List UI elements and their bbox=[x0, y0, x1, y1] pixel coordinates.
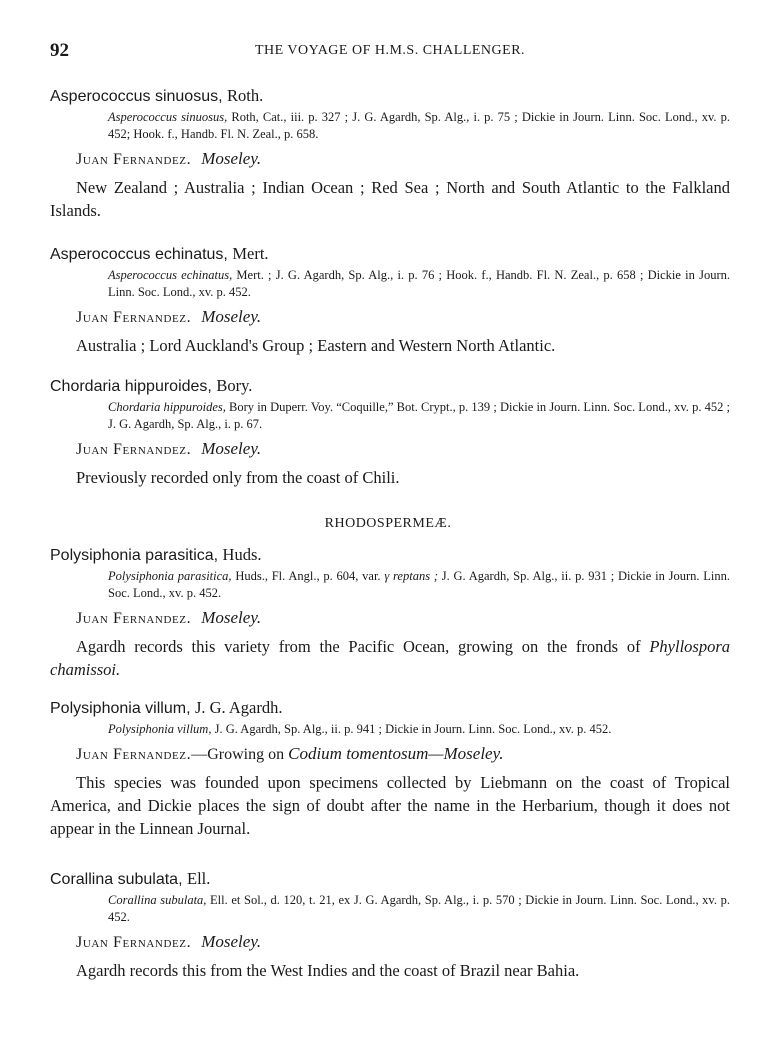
locality-line bbox=[76, 149, 730, 170]
species-name: Asperococcus sinuosus, bbox=[50, 88, 223, 105]
section-heading: RHODOSPERMEÆ. bbox=[324, 516, 452, 531]
reference-italic: Chordaria hippuroides, bbox=[108, 400, 226, 414]
species-entry bbox=[50, 86, 730, 222]
locality-line bbox=[76, 307, 730, 328]
distribution-text: Agardh records this from the West Indies and the coast of Brazil near Bahia. bbox=[76, 961, 580, 980]
page-header bbox=[50, 40, 730, 66]
species-reference bbox=[108, 721, 730, 738]
collector: Moseley. bbox=[201, 608, 262, 627]
reference-text: Huds., Fl. Angl., p. 604, var. bbox=[231, 569, 385, 583]
species-entry bbox=[50, 698, 730, 840]
species-name: Asperococcus echinatus, bbox=[50, 246, 228, 263]
species-reference bbox=[108, 568, 730, 602]
species-title bbox=[50, 545, 730, 566]
locality: Juan Fernandez. bbox=[76, 746, 192, 763]
distribution-text: New Zealand ; Australia ; Indian Ocean ; Red Sea ; North and South Atlantic to the Falkland Islands. bbox=[50, 178, 730, 220]
locality: Juan Fernandez. bbox=[76, 934, 192, 951]
species-entry bbox=[50, 244, 730, 357]
collector: Moseley. bbox=[201, 307, 262, 326]
locality-line bbox=[76, 439, 730, 460]
reference-italic: Polysiphonia villum, bbox=[108, 722, 212, 736]
distribution-text bbox=[50, 635, 730, 681]
host-and-collector: Codium tomentosum—Moseley. bbox=[288, 744, 504, 763]
locality-line bbox=[76, 744, 730, 765]
species-name: Chordaria hippuroides, bbox=[50, 378, 212, 395]
species-authority: Ell. bbox=[186, 869, 211, 888]
distribution-text: This species was founded upon specimens collected by Liebmann on the coast of Tropical America, and Dickie places the sign of doubt after the name in the Herbarium, though it does not appear in the Linnean Journal. bbox=[50, 773, 730, 838]
reference-text: Roth, Cat., iii. p. 327 ; J. G. Agardh, Sp. Alg., i. p. 75 ; Dickie in Journ. Linn. Soc. Lond., xv. p. 452; Hook. f., Handb. Fl. N. Zeal., p. 658. bbox=[108, 110, 730, 141]
species-authority: Roth. bbox=[226, 86, 264, 105]
species-name: Polysiphonia parasitica, bbox=[50, 547, 219, 564]
locality-line bbox=[76, 608, 730, 629]
species-reference bbox=[108, 399, 730, 433]
locality: Juan Fernandez. bbox=[76, 151, 192, 168]
reference-italic: Asperococcus echinatus, bbox=[108, 268, 233, 282]
locality-line bbox=[76, 932, 730, 953]
species-title bbox=[50, 244, 730, 265]
species-authority: Huds. bbox=[222, 545, 262, 564]
species-entry bbox=[50, 545, 730, 681]
reference-text: J. G. Agardh, Sp. Alg., ii. p. 931 ; Dickie in Journ. Linn. Soc. Lond., xv. p. 452. bbox=[108, 569, 730, 600]
species-title bbox=[50, 86, 730, 107]
distribution-text-main: Agardh records this variety from the Pacific Ocean, growing on the fronds of bbox=[76, 637, 650, 656]
species-name: Polysiphonia villum, bbox=[50, 700, 191, 717]
reference-italic: Polysiphonia parasitica, bbox=[108, 569, 232, 583]
reference-italic: Corallina subulata, bbox=[108, 893, 207, 907]
distribution-text-italic: Phyllospora chamissoi. bbox=[50, 637, 730, 679]
page-number: 92 bbox=[50, 40, 69, 61]
collector: Moseley. bbox=[201, 439, 262, 458]
species-reference bbox=[108, 267, 730, 301]
species-title bbox=[50, 869, 730, 890]
species-title bbox=[50, 376, 730, 397]
species-entry bbox=[50, 869, 730, 982]
species-authority: J. G. Agardh. bbox=[194, 698, 283, 717]
distribution-text: Previously recorded only from the coast of Chili. bbox=[76, 468, 400, 487]
species-reference bbox=[108, 892, 730, 926]
running-head: THE VOYAGE OF H.M.S. CHALLENGER. bbox=[254, 43, 526, 58]
collector: Moseley. bbox=[201, 932, 262, 951]
locality: Juan Fernandez. bbox=[76, 309, 192, 326]
species-reference bbox=[108, 109, 730, 143]
species-title bbox=[50, 698, 730, 719]
reference-text: Bory in Duperr. Voy. “Coquille,” Bot. Crypt., p. 139 ; Dickie in Journ. Linn. Soc. Lond., xv. p. 452 ; J. G. Agardh, Sp. Alg., i. p. 67. bbox=[108, 400, 730, 431]
reference-text: J. G. Agardh, Sp. Alg., ii. p. 941 ; Dickie in Journ. Linn. Soc. Lond., xv. p. 452. bbox=[211, 722, 612, 736]
species-entry bbox=[50, 376, 730, 489]
locality: Juan Fernandez. bbox=[76, 610, 192, 627]
species-authority: Bory. bbox=[216, 376, 253, 395]
reference-italic: γ reptans ; bbox=[384, 569, 438, 583]
reference-italic: Asperococcus sinuosus, bbox=[108, 110, 228, 124]
collector: Moseley. bbox=[201, 149, 262, 168]
reference-text: Mert. ; J. G. Agardh, Sp. Alg., i. p. 76 ; Hook. f., Handb. Fl. N. Zeal., p. 658 ; Dickie in Journ. Linn. Soc. Lond., xv. p. 452. bbox=[108, 268, 730, 299]
species-name: Corallina subulata, bbox=[50, 871, 183, 888]
locality: Juan Fernandez. bbox=[76, 441, 192, 458]
locality-continuation: —Growing on bbox=[191, 746, 289, 763]
distribution-text: Australia ; Lord Auckland's Group ; Eastern and Western North Atlantic. bbox=[76, 336, 556, 355]
reference-text: Ell. et Sol., d. 120, t. 21, ex J. G. Agardh, Sp. Alg., i. p. 570 ; Dickie in Journ. Linn. Soc. Lond., xv. p. 452. bbox=[108, 893, 730, 924]
species-authority: Mert. bbox=[232, 244, 269, 263]
